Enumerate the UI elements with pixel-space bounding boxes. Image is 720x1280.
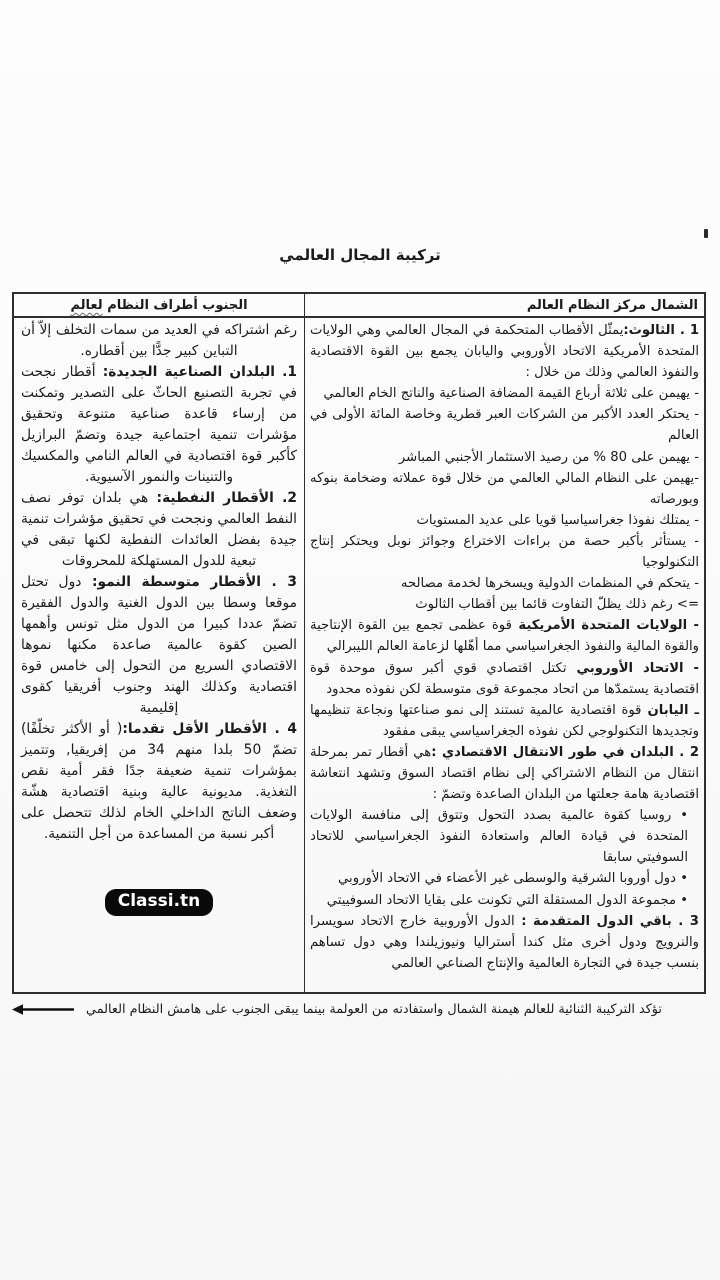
paragraph-text: هي أقطار تمر بمرحلة انتقال من النظام الاشتراكي إلى نظام اقتصاد السوق وتشهد انتعاشة اقتصادية هامة جعلتها من البلدان الصاعدة وتضمّ : (310, 744, 699, 803)
paragraph-text: هي بلدان توفر نصف النفط العالمي ونجحت في تحقيق مؤشرات تنمية جيدة بفضل العائدات النفطية لكنها تبقى في تبعية للدول المستهلكة للمحروقات (21, 490, 297, 569)
paragraph-text: الدول الأوروبية خارج الاتحاد سويسرا والنرويج ودول أخرى مثل كندا أستراليا ونيوزيلندا وهي دول تساهم بنسب جيدة في التجارة العالمية والإنتاج الصناعي العالمي (310, 913, 699, 971)
paragraph (310, 658, 699, 700)
paragraph (21, 488, 297, 572)
left-arrow-icon (12, 1003, 76, 1016)
paragraph-text: - يمتلك نفوذا جغراسياسيا قويا على عديد المستويات (416, 512, 699, 528)
paragraph-lead: 2. الأقطار النفطية: (148, 490, 297, 506)
paragraph-lead: 1 . الثالوث: (623, 323, 699, 338)
paragraph (310, 447, 699, 468)
paragraph-lead: 1. البلدان الصناعية الجديدة: (95, 364, 297, 380)
page-title: تركيبة المجال العالمي (279, 246, 441, 264)
paragraph-text: يمثّل الأقطاب المتحكمة في المجال العالمي وهي الولايات المتحدة الأمريكية الاتحاد الأوروبي واليابان يجمع بين القوة الاقتصادية والنفوذ العالمي وذلك من خلال : (310, 323, 699, 381)
paragraph-text: ( أو الأكثر تخلّفًا) تضمّ 50 بلدا منهم 34 من إفريقيا, وتتميز بمؤشرات تنمية ضعيفة جدًا فقر أمية نقص التغذية. مديونية عالية وبنية اقتصادية هشّة وضعف الناتج الداخلي الخام لذلك تتحصل على أكبر نسبة من المساعدة من أجل التنمية. (21, 721, 297, 842)
paragraph (310, 911, 699, 974)
paragraph-lead: 2 . البلدان في طور الانتقال الاقتصادي : (431, 744, 699, 760)
paragraph-lead: 3 . باقي الدول المتقدمة : (514, 913, 699, 929)
north-column-cell (304, 318, 704, 992)
paragraph (310, 700, 699, 742)
conclusion-text: تؤكد التركيبة الثنائية للعالم هيمنة الشمال واستفادته من العولمة بينما يبقى الجنوب على هامش النظام العالمي (86, 1002, 662, 1017)
paragraph-lead: ـ اليابان (641, 702, 699, 718)
conclusion-line (12, 1001, 708, 1018)
paragraph (310, 531, 699, 573)
paragraph-text: قوة اقتصادية عالمية تستند إلى نمو صناعتها ونجاعة تنظيمها وتجديدها التكنولوجي لكن نفوذه الجغراسياسي يبقى مفقود (310, 702, 699, 739)
paragraph (310, 594, 699, 615)
south-column-cell (14, 318, 304, 992)
column-header-south-tail: لعالم (70, 298, 103, 313)
paragraph-text: - يتحكم في المنظمات الدولية ويسخرها لخدمة مصالحه (400, 576, 699, 592)
paragraph-text: رغم اشتراكه في العديد من سمات التخلف إلاّ أن التباين كبير جدًّا بين أقطاره. (21, 322, 297, 359)
paragraph (310, 404, 699, 446)
column-header-north: الشمال مركز النظام العالم (304, 294, 704, 316)
table-header-row (14, 294, 704, 318)
paragraph (310, 320, 699, 383)
paragraph (310, 573, 699, 594)
paragraph-lead: 4 . الأقطار الأقل تقدما: (122, 721, 297, 737)
paragraph-lead: - الاتحاد الأوروبي (566, 660, 699, 676)
paragraph (21, 362, 297, 488)
paragraph (21, 320, 297, 362)
scan-artifact-mark (704, 229, 708, 238)
paragraph (310, 468, 699, 510)
paragraph-text: قوة عظمى تجمع بين القوة الإنتاجية والقوة المالية والنفوذ الجغراسياسي مما أهّلها لزعامة العالم الليبرالي (310, 618, 699, 655)
paragraph (310, 510, 699, 531)
paragraph-text: أقطار نجحت في تجربة التصنيع الحاثّ على التصدير وتمكنت من إرساء قاعدة صناعية متنوعة وتحقيق مؤشرات تنمية اجتماعية جيدة وتضمّ البرازيل كأكبر قوة اقتصادية في العالم النامي والمكسيك والتنينات والنمور الآسيوية. (21, 364, 297, 485)
paragraph (21, 572, 297, 719)
paragraph-text: - يهيمن على 80 % من رصيد الاستثمار الأجنبي المباشر (398, 449, 699, 465)
paragraph-lead: - الولايات المتحدة الأمريكية (511, 618, 699, 634)
paragraph-text: - يستأثر بأكبر حصة من براءات الاختراع وجوائز نوبل ويحتكر إنتاج التكنولوجيا (310, 533, 699, 571)
paragraph-text: دول تحتل موقعا وسطا بين الدول الغنية والدول الفقيرة تضمّ عددا كبيرا من الدول مثل تونس وأهمها الصين كقوة عالمية صاعدة مكنها نموها الاقتصادي السريع من التحول إلى خامس قوة اقتصادية وكذلك الهند وجنوب أفريقيا كقوى إقليمية (21, 574, 297, 716)
paragraph-text: • دول أوروبا الشرقية والوسطى غير الأعضاء في الاتحاد الأوروبي (338, 871, 688, 887)
paragraph (310, 383, 699, 404)
paragraph-lead: 3 . الأقطار متوسطة النمو: (81, 574, 297, 590)
paragraph-text: => رغم ذلك يظلّ التفاوت قائما بين أقطاب الثالوث (415, 597, 699, 613)
paragraph-text: -يهيمن على النظام المالي العالمي من خلال قوة عملاته وضخامة بنوكه وبورصاته (310, 470, 699, 507)
paragraph (310, 742, 699, 805)
paragraph (310, 890, 699, 911)
paragraph (310, 615, 699, 657)
paragraph (21, 719, 297, 845)
classi-watermark-badge: Classi.tn (105, 889, 214, 916)
column-header-south (14, 294, 304, 316)
paragraph (310, 868, 699, 889)
column-header-south-main: الجنوب أطراف النظام (107, 298, 248, 313)
table-body-row (14, 318, 704, 992)
paragraph-text: - يحتكر العدد الأكبر من الشركات العبر قطرية وخاصة المائة الأولى في العالم (310, 407, 699, 444)
world-structure-table (12, 292, 706, 994)
paragraph-text: • روسيا كقوة عالمية بصدد التحول وتتوق إلى منافسة الولايات المتحدة في قيادة العالم واستعادة النفوذ الجغراسياسي للاتحاد السوفيتي سابقا (310, 808, 688, 866)
paragraph-text: - يهيمن على ثلاثة أرباع القيمة المضافة الصناعية والناتج الخام العالمي (323, 386, 699, 402)
paragraph (310, 805, 699, 868)
paragraph-text: تكتل اقتصادي قوي أكبر سوق موحدة قوة اقتصادية يستمدّها من اتحاد مجموعة قوى متوسطة لكن نفوذه محدود (310, 660, 699, 697)
paragraph-text: • مجموعة الدول المستقلة التي تكونت على بقايا الاتحاد السوفييتي (326, 892, 688, 908)
